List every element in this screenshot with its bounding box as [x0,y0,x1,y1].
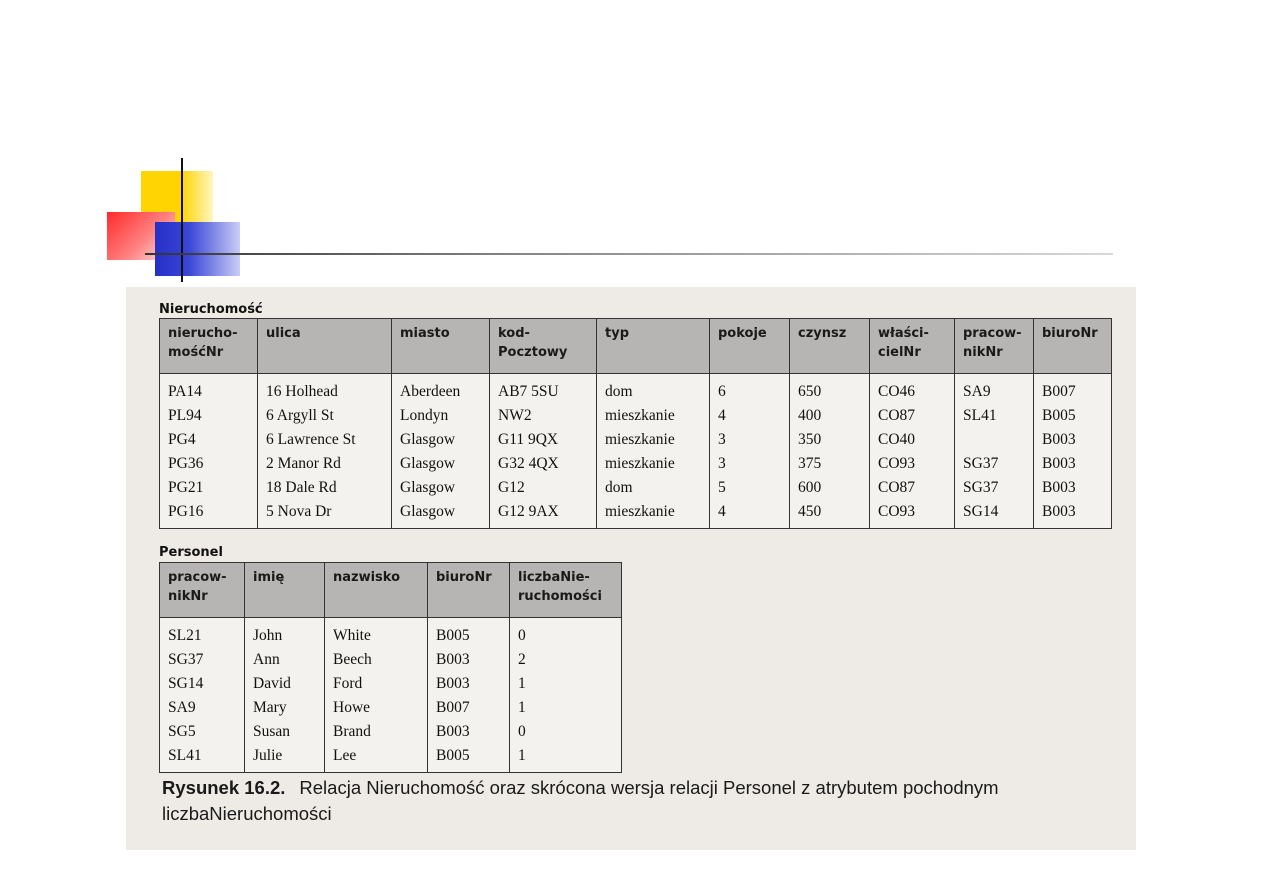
nieruchomosc-cell: 18 Dale Rd [258,476,392,500]
personel-header-cell: nazwisko [325,563,428,618]
relation-title-nieruchomosc: Nieruchomość [159,302,263,317]
nieruchomosc-cell: Glasgow [392,452,490,476]
decor-blue-square [155,222,240,276]
nieruchomosc-cell: PL94 [160,404,258,428]
nieruchomosc-cell: 4 [710,404,790,428]
nieruchomosc-cell: mieszkanie [597,404,710,428]
figure-caption [162,775,1112,827]
nieruchomosc-cell: Glasgow [392,428,490,452]
nieruchomosc-row [160,476,1112,500]
nieruchomosc-header-cell: pokoje [710,319,790,374]
nieruchomosc-header-cell: miasto [392,319,490,374]
nieruchomosc-row [160,452,1112,476]
personel-cell: SL41 [160,744,245,773]
nieruchomosc-row [160,404,1112,428]
personel-cell: Howe [325,696,428,720]
nieruchomosc-cell: B003 [1034,476,1112,500]
nieruchomosc-cell: 6 Argyll St [258,404,392,428]
nieruchomosc-cell: 600 [790,476,870,500]
table-personel [159,562,622,773]
nieruchomosc-cell: CO40 [870,428,955,452]
scanned-figure [126,287,1136,850]
nieruchomosc-cell: B003 [1034,428,1112,452]
nieruchomosc-cell: PG4 [160,428,258,452]
nieruchomosc-cell: Glasgow [392,500,490,529]
personel-cell: 2 [510,648,622,672]
nieruchomosc-cell: 375 [790,452,870,476]
personel-header-cell: pracow- nikNr [160,563,245,618]
nieruchomosc-cell: 650 [790,374,870,405]
nieruchomosc-cell: B005 [1034,404,1112,428]
personel-row [160,672,622,696]
nieruchomosc-row [160,374,1112,405]
decor-vertical-line [181,158,183,282]
personel-cell: John [245,618,325,649]
nieruchomosc-cell: SA9 [955,374,1034,405]
relation-title-personel: Personel [159,545,223,560]
nieruchomosc-cell: PG16 [160,500,258,529]
nieruchomosc-cell: G32 4QX [490,452,597,476]
nieruchomosc-cell: SG37 [955,452,1034,476]
personel-row [160,696,622,720]
nieruchomosc-cell: 2 Manor Rd [258,452,392,476]
nieruchomosc-cell: B007 [1034,374,1112,405]
nieruchomosc-cell: SG14 [955,500,1034,529]
nieruchomosc-cell: Glasgow [392,476,490,500]
nieruchomosc-cell: 4 [710,500,790,529]
personel-header-cell: liczbaNie- ruchomości [510,563,622,618]
personel-cell: B003 [428,672,510,696]
nieruchomosc-cell: 400 [790,404,870,428]
personel-cell: Beech [325,648,428,672]
nieruchomosc-cell: AB7 5SU [490,374,597,405]
personel-cell: 1 [510,672,622,696]
personel-cell: SG5 [160,720,245,744]
nieruchomosc-cell: CO93 [870,500,955,529]
personel-cell: Susan [245,720,325,744]
nieruchomosc-header-cell: typ [597,319,710,374]
nieruchomosc-cell: SG37 [955,476,1034,500]
personel-cell: B007 [428,696,510,720]
personel-row [160,744,622,773]
nieruchomosc-cell: 5 Nova Dr [258,500,392,529]
nieruchomosc-row [160,428,1112,452]
nieruchomosc-cell: B003 [1034,500,1112,529]
table-nieruchomosc [159,318,1112,529]
nieruchomosc-cell: Aberdeen [392,374,490,405]
personel-cell: David [245,672,325,696]
personel-cell: 0 [510,618,622,649]
nieruchomosc-cell: 6 Lawrence St [258,428,392,452]
nieruchomosc-cell: CO93 [870,452,955,476]
nieruchomosc-row [160,500,1112,529]
nieruchomosc-cell: B003 [1034,452,1112,476]
personel-header-cell: imię [245,563,325,618]
personel-cell: 1 [510,744,622,773]
nieruchomosc-cell: 5 [710,476,790,500]
nieruchomosc-cell [955,428,1034,452]
nieruchomosc-cell: 350 [790,428,870,452]
nieruchomosc-cell: G11 9QX [490,428,597,452]
nieruchomosc-cell: 450 [790,500,870,529]
personel-row [160,618,622,649]
nieruchomosc-cell: PA14 [160,374,258,405]
nieruchomosc-header-cell: czynsz [790,319,870,374]
nieruchomosc-cell: Londyn [392,404,490,428]
personel-cell: SG37 [160,648,245,672]
nieruchomosc-header-cell: nierucho- mośćNr [160,319,258,374]
figure-caption-label: Rysunek 16.2. [162,777,286,798]
nieruchomosc-cell: CO87 [870,476,955,500]
nieruchomosc-cell: CO46 [870,374,955,405]
personel-cell: SG14 [160,672,245,696]
nieruchomosc-cell: dom [597,374,710,405]
personel-cell: SL21 [160,618,245,649]
decor-horizontal-rule [145,253,1113,255]
nieruchomosc-header-cell: kod- Pocztowy [490,319,597,374]
nieruchomosc-header-cell: ulica [258,319,392,374]
personel-cell: Lee [325,744,428,773]
personel-cell: B005 [428,744,510,773]
nieruchomosc-cell: 3 [710,428,790,452]
personel-cell: Ford [325,672,428,696]
nieruchomosc-cell: PG36 [160,452,258,476]
nieruchomosc-cell: G12 9AX [490,500,597,529]
personel-cell: 0 [510,720,622,744]
nieruchomosc-cell: G12 [490,476,597,500]
personel-cell: 1 [510,696,622,720]
personel-cell: B003 [428,648,510,672]
personel-cell: SA9 [160,696,245,720]
personel-cell: B003 [428,720,510,744]
nieruchomosc-cell: mieszkanie [597,452,710,476]
nieruchomosc-cell: 6 [710,374,790,405]
personel-row [160,648,622,672]
personel-row [160,720,622,744]
nieruchomosc-cell: SL41 [955,404,1034,428]
nieruchomosc-header-cell: właści- cielNr [870,319,955,374]
personel-header-cell: biuroNr [428,563,510,618]
nieruchomosc-cell: dom [597,476,710,500]
personel-cell: Mary [245,696,325,720]
personel-cell: Brand [325,720,428,744]
personel-cell: White [325,618,428,649]
figure-caption-text: Relacja Nieruchomość oraz skrócona wersja relacji Personel z atrybutem pochodnym liczbaNieruchomości [162,777,999,824]
personel-cell: Julie [245,744,325,773]
nieruchomosc-cell: CO87 [870,404,955,428]
nieruchomosc-header-cell: pracow- nikNr [955,319,1034,374]
nieruchomosc-cell: 3 [710,452,790,476]
personel-cell: Ann [245,648,325,672]
nieruchomosc-header-cell: biuroNr [1034,319,1112,374]
nieruchomosc-cell: 16 Holhead [258,374,392,405]
nieruchomosc-cell: mieszkanie [597,428,710,452]
nieruchomosc-cell: NW2 [490,404,597,428]
nieruchomosc-cell: mieszkanie [597,500,710,529]
personel-cell: B005 [428,618,510,649]
nieruchomosc-cell: PG21 [160,476,258,500]
